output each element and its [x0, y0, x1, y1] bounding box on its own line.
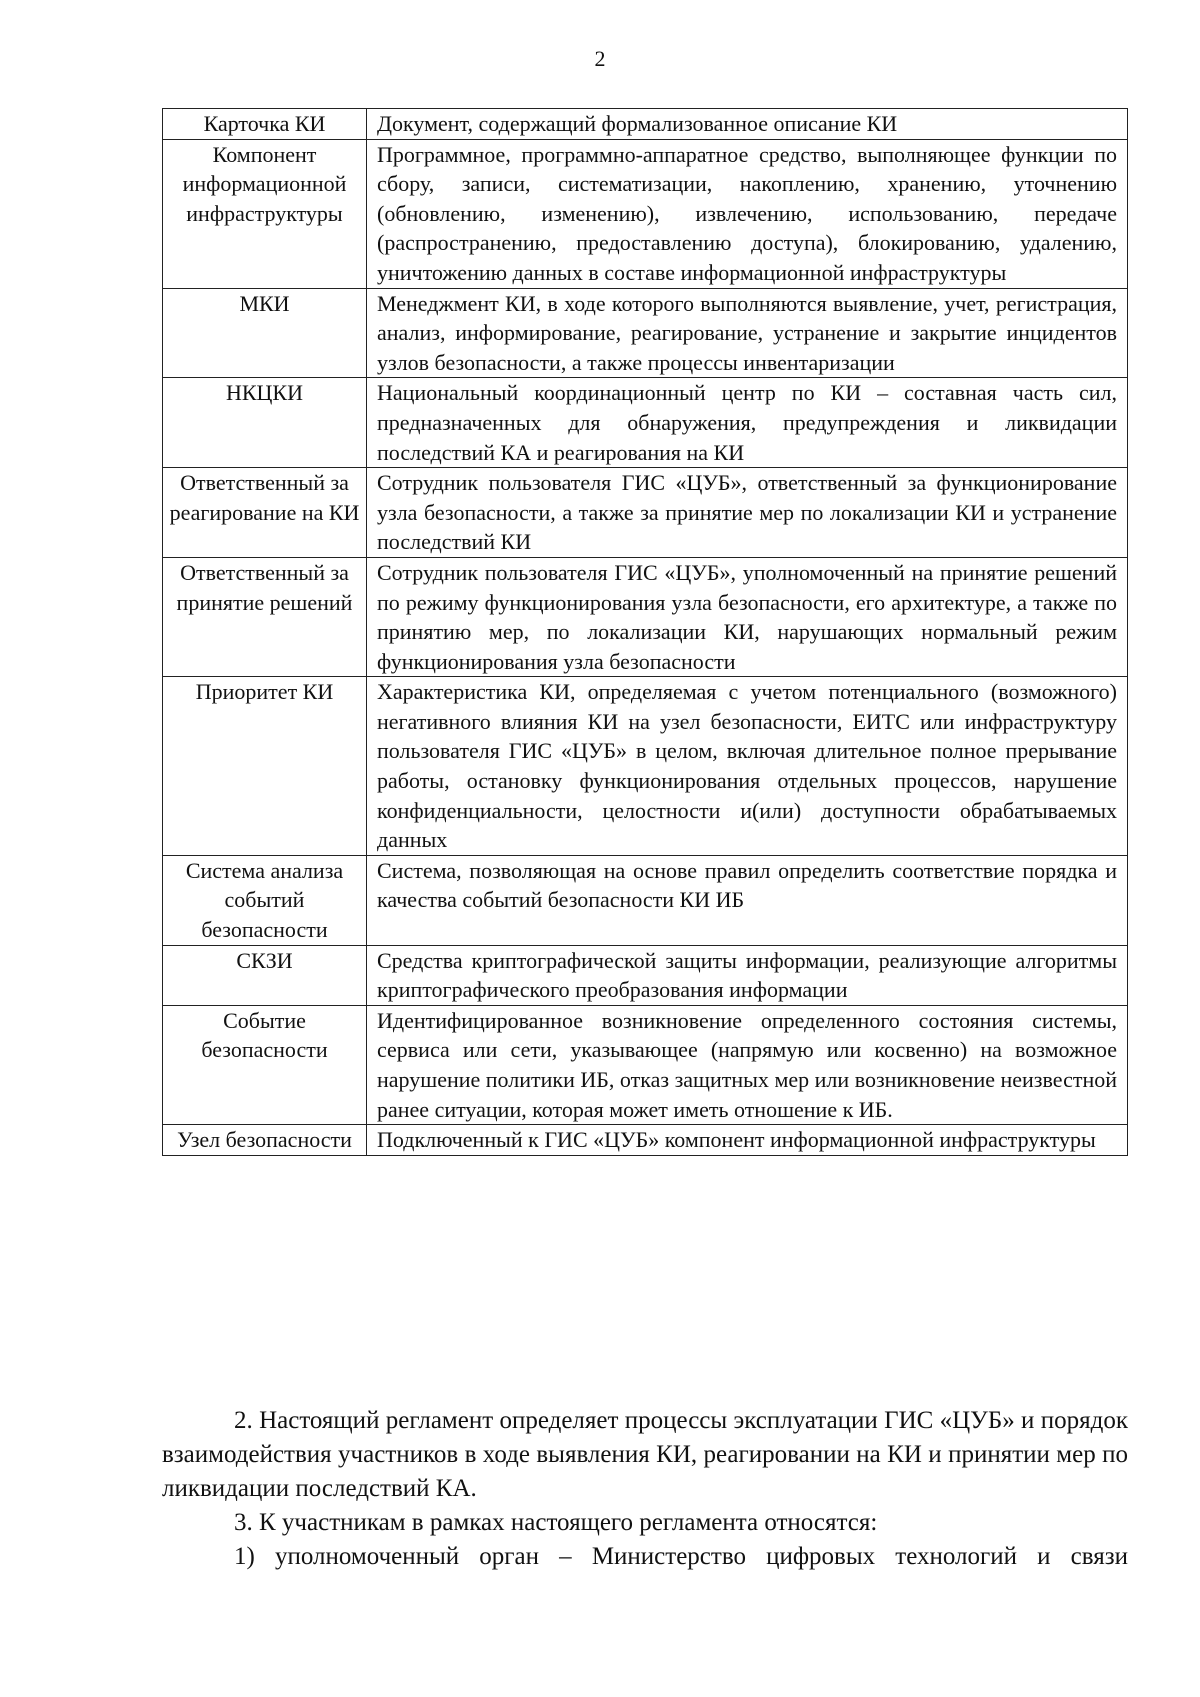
definition-cell: Система, позволяющая на основе правил определить соответствие порядка и качества событий безопасности КИ ИБ: [367, 855, 1128, 945]
definition-cell: Национальный координационный центр по КИ – составная часть сил, предназначенных для обнаружения, предупреждения и ликвидации последствий КА и реагирования на КИ: [367, 378, 1128, 468]
table-row: [163, 1005, 1128, 1124]
paragraph: 1) уполномоченный орган – Министерство цифровых технологий и связи: [234, 1543, 1128, 1570]
definition-cell: Документ, содержащий формализованное описание КИ: [367, 109, 1128, 140]
definition-cell: Программное, программно-аппаратное средство, выполняющее функции по сбору, записи, систематизации, накоплению, хранению, уточнению (обновлению, изменению), извлечению, использованию, передаче (распространению, предоставлению доступа), блокированию, удалению, уничтожению данных в составе информационной инфраструктуры: [367, 139, 1128, 288]
table-row: [163, 945, 1128, 1005]
term-cell: Ответственный за принятие решений: [163, 557, 367, 676]
term-cell: Узел безопасности: [163, 1125, 367, 1156]
paragraph: 2. Настоящий регламент определяет процессы эксплуатации ГИС «ЦУБ» и порядок взаимодействия участников в ходе выявления КИ, реагировании на КИ и принятии мер по ликвидации последствий КА.: [162, 1407, 1128, 1502]
body-text: [162, 1404, 1128, 1574]
table-row: [163, 1125, 1128, 1156]
table-row: [163, 139, 1128, 288]
table-row: [163, 109, 1128, 140]
table-row: [163, 288, 1128, 378]
term-cell: Карточка КИ: [163, 109, 367, 140]
terms-table: [162, 108, 1128, 1156]
definition-cell: Подключенный к ГИС «ЦУБ» компонент информационной инфраструктуры: [367, 1125, 1128, 1156]
definition-cell: Средства криптографической защиты информации, реализующие алгоритмы криптографического преобразования информации: [367, 945, 1128, 1005]
definition-cell: Характеристика КИ, определяемая с учетом потенциального (возможного) негативного влияния КИ на узел безопасности, ЕИТС или инфраструктуру пользователя ГИС «ЦУБ» в целом, включая длительное полное прерывание работы, остановку функционирования отдельных процессов, нарушение конфиденциальности, целостности и(или) доступности обрабатываемых данных: [367, 677, 1128, 856]
term-cell: Событие безопасности: [163, 1005, 367, 1124]
term-cell: НКЦКИ: [163, 378, 367, 468]
term-cell: Ответственный за реагирование на КИ: [163, 468, 367, 558]
term-cell: Система анализа событий безопасности: [163, 855, 367, 945]
table-row: [163, 468, 1128, 558]
table-row: [163, 378, 1128, 468]
table-row: [163, 855, 1128, 945]
term-cell: Компонент информационной инфраструктуры: [163, 139, 367, 288]
table-row: [163, 677, 1128, 856]
definition-cell: Идентифицированное возникновение определенного состояния системы, сервиса или сети, указывающее (напрямую или косвенно) на возможное нарушение политики ИБ, отказ защитных мер или возникновение неизвестной ранее ситуации, которая может иметь отношение к ИБ.: [367, 1005, 1128, 1124]
paragraph: 3. К участникам в рамках настоящего регламента относятся:: [234, 1509, 878, 1536]
term-cell: МКИ: [163, 288, 367, 378]
definition-cell: Менеджмент КИ, в ходе которого выполняются выявление, учет, регистрация, анализ, информирование, реагирование, устранение и закрытие инцидентов узлов безопасности, а также процессы инвентаризации: [367, 288, 1128, 378]
term-cell: Приоритет КИ: [163, 677, 367, 856]
table-row: [163, 557, 1128, 676]
page-number: 2: [594, 46, 606, 71]
term-cell: СКЗИ: [163, 945, 367, 1005]
definition-cell: Сотрудник пользователя ГИС «ЦУБ», ответственный за функционирование узла безопасности, а также за принятие мер по локализации КИ и устранение последствий КИ: [367, 468, 1128, 558]
definition-cell: Сотрудник пользователя ГИС «ЦУБ», уполномоченный на принятие решений по режиму функционирования узла безопасности, его архитектуре, а также по принятию мер, по локализации КИ, нарушающих нормальный режим функционирования узла безопасности: [367, 557, 1128, 676]
